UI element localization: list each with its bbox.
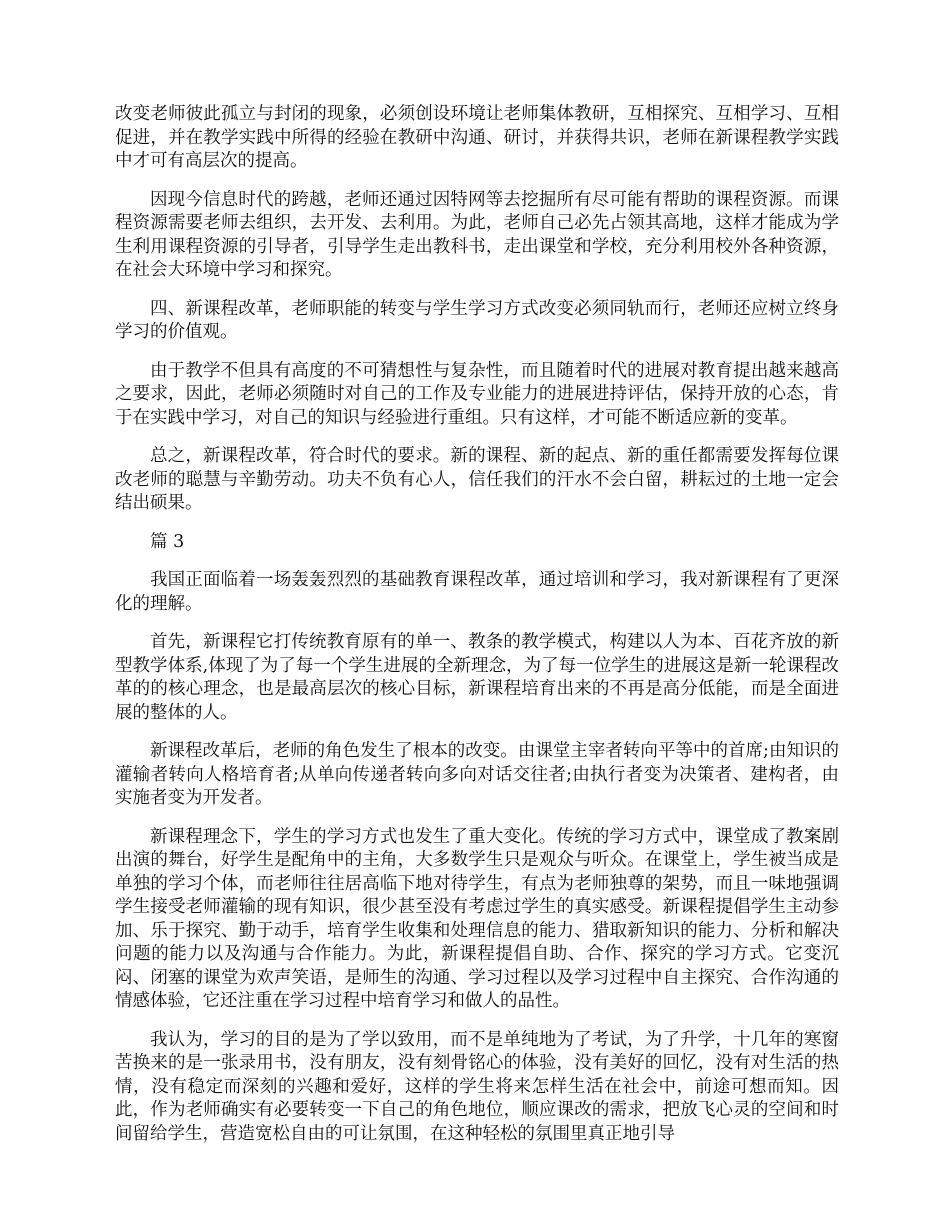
paragraph-4: 由于教学不但具有高度的不可猜想性与复杂性，而且随着时代的进展对教育提出越来越高之要求，因此，老师必须随时对自己的工作及专业能力的进展进持评估，保持开放的心态，肯于在实践中学习，对自己的知识与经验进行重组。只有这样，才可能不断适应新的变革。 bbox=[115, 360, 839, 428]
paragraph-10: 我认为，学习的目的是为了学以致用，而不是单纯地为了考试，为了升学，十几年的寒窗苦换来的是一张录用书，没有朋友，没有刻骨铭心的体验，没有美好的回忆，没有对生活的热情，没有稳定而深刻的兴趣和爱好，这样的学生将来怎样生活在社会中，前途可想而知。因此，作为老师确实有必要转变一下自己的角色地位，顺应课改的需求，把放飞心灵的空间和时间留给学生，营造宽松自由的可让氛围，在这种轻松的氛围里真正地引导 bbox=[115, 1029, 839, 1144]
paragraph-1: 改变老师彼此孤立与封闭的现象，必须创设环境让老师集体教研，互相探究、互相学习、互相促进，并在教学实践中所得的经验在教研中沟通、研讨，并获得共识，老师在新课程教学实践中才可有高层次的提高。 bbox=[115, 104, 839, 171]
paragraph-5: 总之，新课程改革，符合时代的要求。新的课程、新的起点、新的重任都需要发挥每位课改老师的聪慧与辛勤劳动。功夫不负有心人，信任我们的汗水不会白留，耕耘过的土地一定会结出硕果。 bbox=[115, 446, 839, 513]
paragraph-3: 四、新课程改革，老师职能的转变与学生学习方式改变必须同轨而行，老师还应树立终身学习的价值观。 bbox=[115, 298, 839, 342]
document-page bbox=[115, 103, 839, 1161]
paragraph-6: 我国正面临着一场轰轰烈烈的基础教育课程改革，通过培训和学习，我对新课程有了更深化的理解。 bbox=[115, 570, 839, 614]
paragraph-8: 新课程改革后，老师的角色发生了根本的改变。由课堂主宰者转向平等中的首席;由知识的灌输者转向人格培育者;从单向传递者转向多向对话交往者;由执行者变为决策者、建构者，由实施者变为开发者。 bbox=[115, 741, 839, 808]
paragraph-9: 新课程理念下，学生的学习方式也发生了重大变化。传统的学习方式中，课堂成了教案剧出演的舞台，好学生是配角中的主角，大多数学生只是观众与听众。在课堂上，学生被当成是单独的学习个体，而老师往往居高临下地对待学生，有点为老师独尊的架势，而且一味地强调学生接受老师灌输的现有知识，很少甚至没有考虑过学生的真实感受。新课程提倡学生主动参加、乐于探究、勤于动手，培育学生收集和处理信息的能力、猎取新知识的能力、分析和解决问题的能力以及沟通与合作能力。为此，新课程提倡自助、合作、探究的学习方式。它变沉闷、闭塞的课堂为欢声笑语，是师生的沟通、学习过程以及学习过程中自主探究、合作沟通的情感体验，它还注重在学习过程中培育学习和做人的品性。 bbox=[115, 826, 839, 1011]
section-heading: 篇 3 bbox=[150, 531, 185, 552]
paragraph-7: 首先，新课程它打传统教育原有的单一、教条的教学模式，构建以人为本、百花齐放的新型教学体系,体现了为了每一个学生进展的全新理念，为了每一位学生的进展这是新一轮课程改革的的核心理念，也是最高层次的核心目标，新课程培育出来的不再是高分低能，而是全面进展的整体的人。 bbox=[115, 632, 839, 723]
paragraph-2: 因现今信息时代的跨越，老师还通过因特网等去挖掘所有尽可能有帮助的课程资源。而课程资源需要老师去组织，去开发、去利用。为此，老师自己必先占领其高地，这样才能成为学生利用课程资源的引导者，引导学生走出教科书，走出课堂和学校，充分利用校外各种资源，在社会大环境中学习和探究。 bbox=[115, 189, 839, 280]
